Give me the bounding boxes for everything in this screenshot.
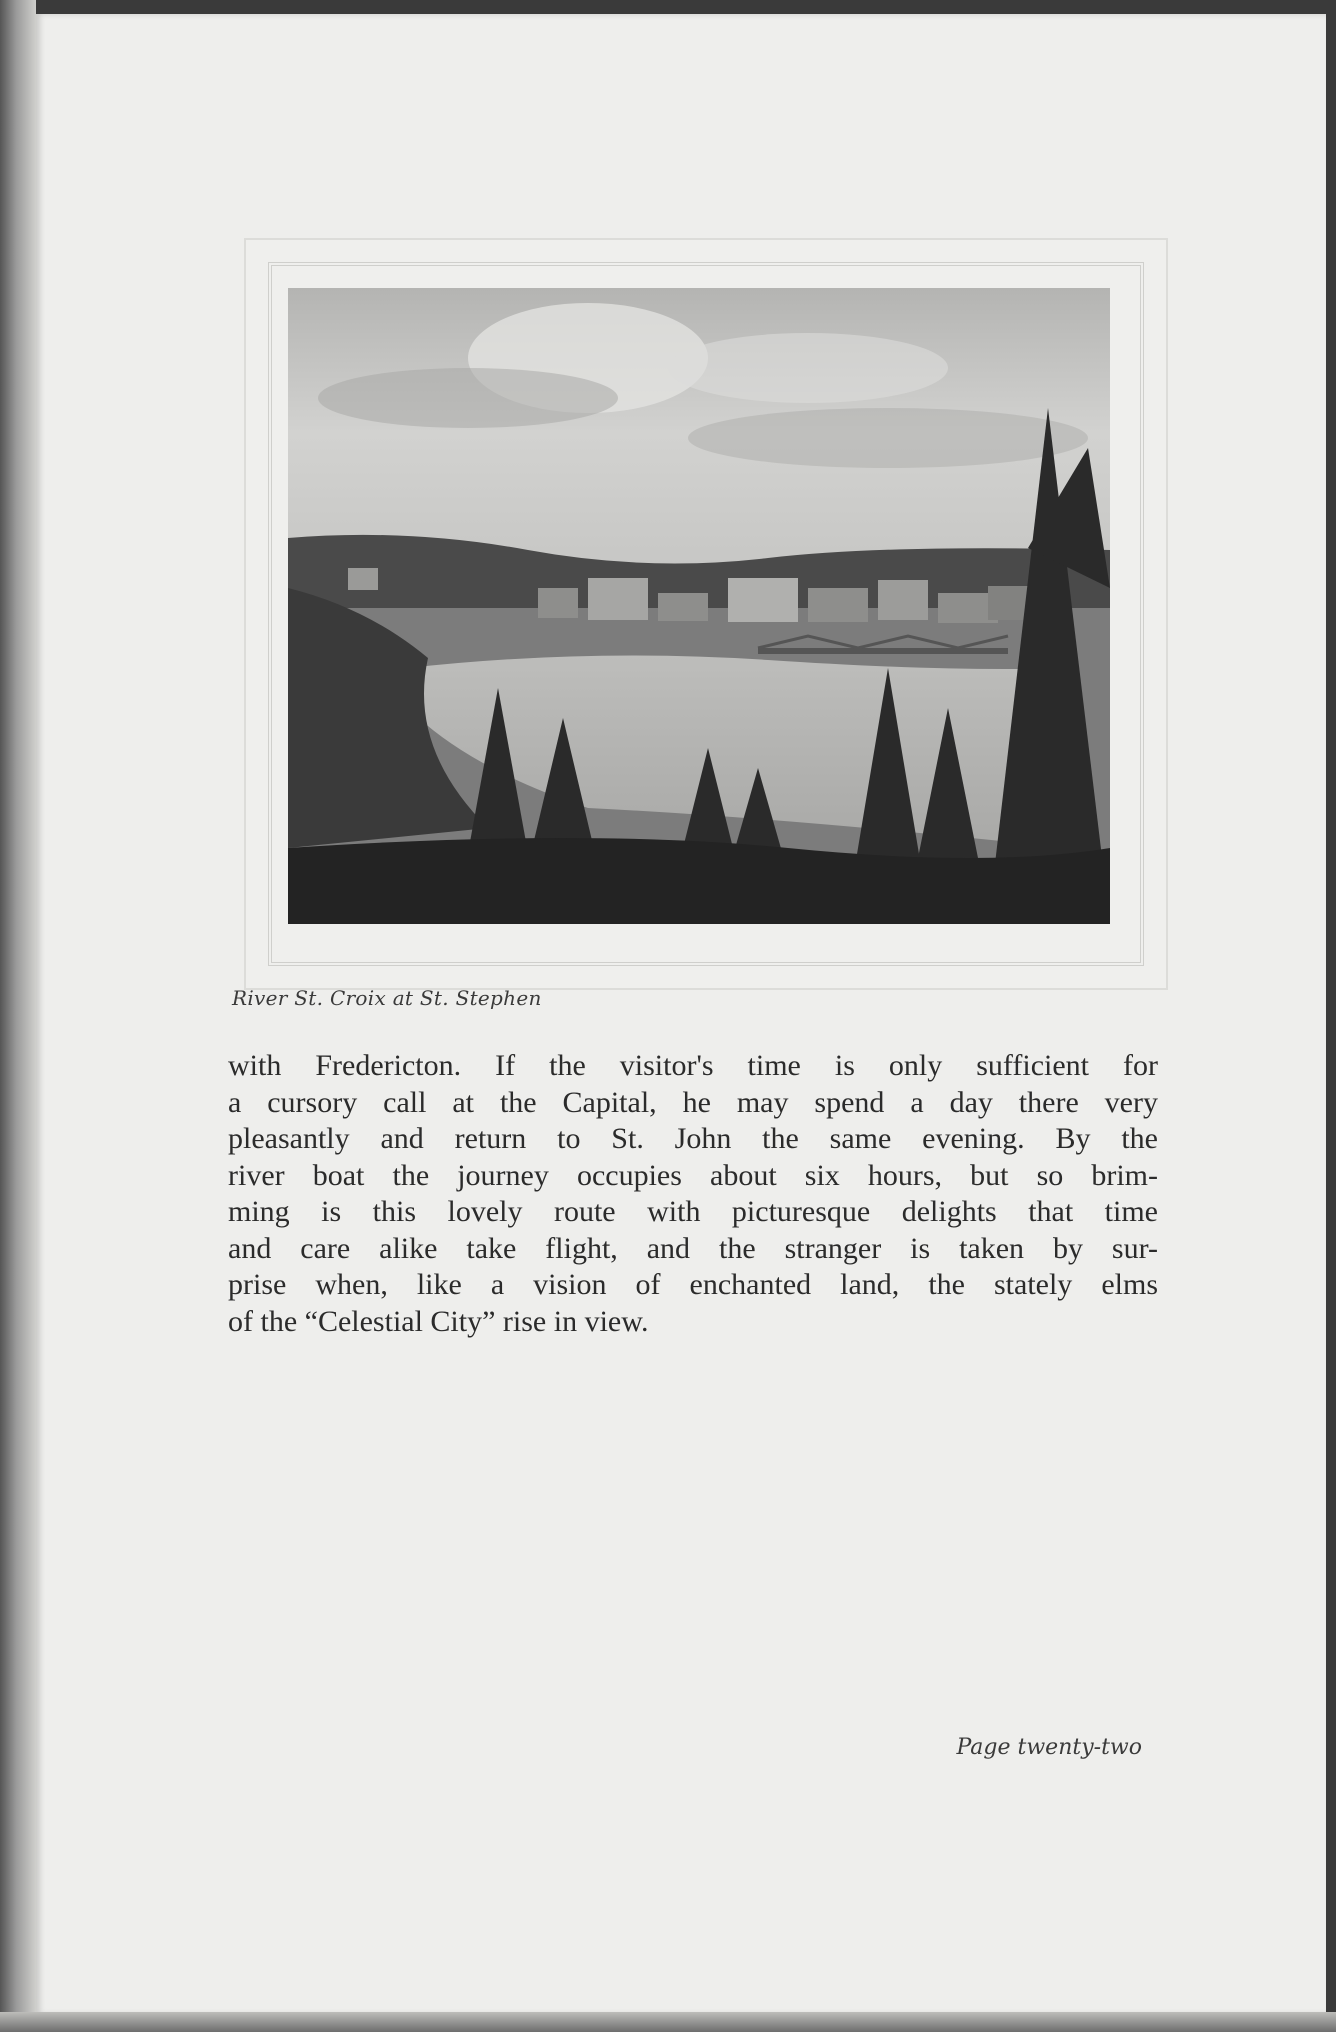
bridge [758,636,1008,654]
text-line: pleasantly and return to St. John the same evening. By the [228,1122,1158,1155]
text-line: of the “Celestial City” rise in view. [228,1304,649,1338]
text-line: with Fredericton. If the visitor's time is only sufficient for [228,1049,1158,1082]
river-landscape-illustration [288,288,1110,924]
text-line: prise when, like a vision of enchanted land, the stately elms [228,1268,1158,1301]
text-line: ming is this lovely route with picturesque delights that time [228,1195,1158,1228]
photo-caption: River St. Croix at St. Stephen [232,986,542,1010]
text-line: a cursory call at the Capital, he may spend a day there very [228,1085,1158,1119]
text-line: and care alike take flight, and the stranger is taken by sur- [228,1231,1158,1265]
page-number: Page twenty-two [956,1735,1142,1760]
body-paragraph [228,1048,1158,1340]
page-bottom-edge [0,2012,1336,2032]
photo-plate-frame [244,238,1168,990]
book-spine-edge [0,0,36,2032]
foreground-ground [288,838,1110,924]
river-st-croix-photo [288,288,1110,924]
text-line: river boat the journey occupies about six hours, but so brim- [228,1158,1158,1192]
